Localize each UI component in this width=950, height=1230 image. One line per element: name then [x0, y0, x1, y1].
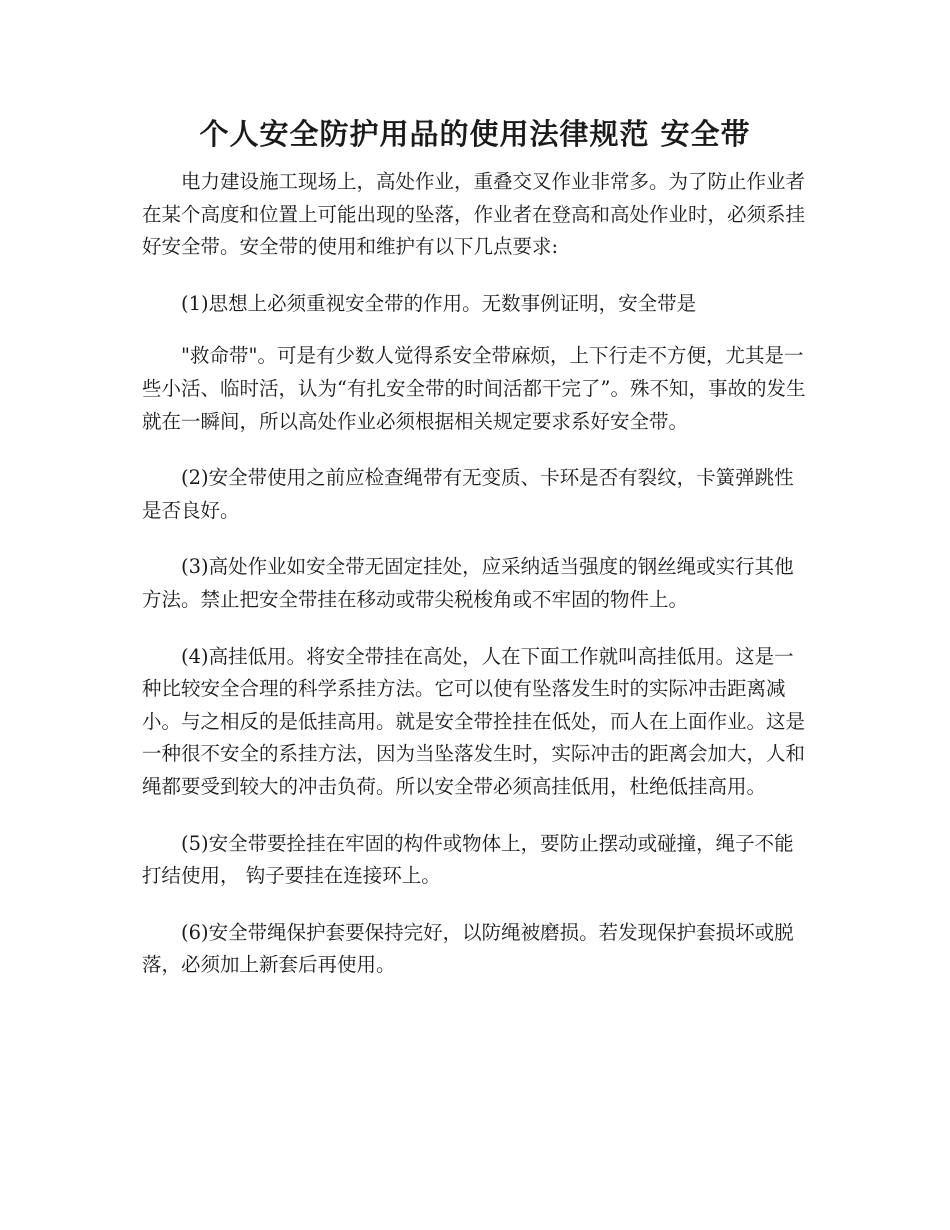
document-body [142, 166, 808, 1006]
paragraph-item-6: (6)安全带绳保护套要保持完好，以防绳被磨损。若发现保护套损坏或脱落，必须加上新套后再使用。 [142, 920, 794, 977]
paragraph-item-5: (5)安全带要拴挂在牢固的构件或物体上，要防止摆动或碰撞，绳子不能打结使用， 钩子要挂在连接环上。 [142, 831, 794, 888]
paragraph-intro: 电力建设施工现场上，高处作业，重叠交叉作业非常多。为了防止作业者在某个高度和位置上可能出现的坠落，作业者在登高和高处作业时，必须系挂好安全带。安全带的使用和维护有以下几点要求: [142, 170, 806, 259]
paragraph-item-2: (2)安全带使用之前应检查绳带有无变质、卡环是否有裂纹，卡簧弹跳性是否良好。 [142, 466, 794, 522]
paragraph-item-1: (1)思想上必须重视安全带的作用。无数事例证明，安全带是 [181, 291, 697, 315]
document-title: 个人安全防护用品的使用法律规范 安全带 [199, 117, 751, 151]
paragraph-item-3: (3)高处作业如安全带无固定挂处，应采纳适当强度的钢丝绳或实行其他方法。禁止把安全带挂在移动或带尖税梭角或不牢固的物件上。 [142, 555, 794, 611]
paragraph-item-4: (4)高挂低用。将安全带挂在高处，人在下面工作就叫高挂低用。这是一种比较安全合理的科学系挂方法。它可以使有坠落发生时的实际冲击距离减小。与之相反的是低挂高用。就是安全带拴挂在低处，而人在上面作业。这是一种很不安全的系挂方法，因为当坠落发生时，实际冲击的距离会加大，人和绳都要受到较大的冲击负荷。所以安全带必须高挂低用，杜绝低挂高用。 [142, 644, 806, 798]
paragraph-item-1-continued: "救命带"。可是有少数人觉得系安全带麻烦，上下行走不方便，尤其是一些小活、临时活，认为“有扎安全带的时间活都干完了”。殊不知，事故的发生就在一瞬间，所以高处作业必须根据相关规定要求系好安全带。 [142, 344, 806, 433]
